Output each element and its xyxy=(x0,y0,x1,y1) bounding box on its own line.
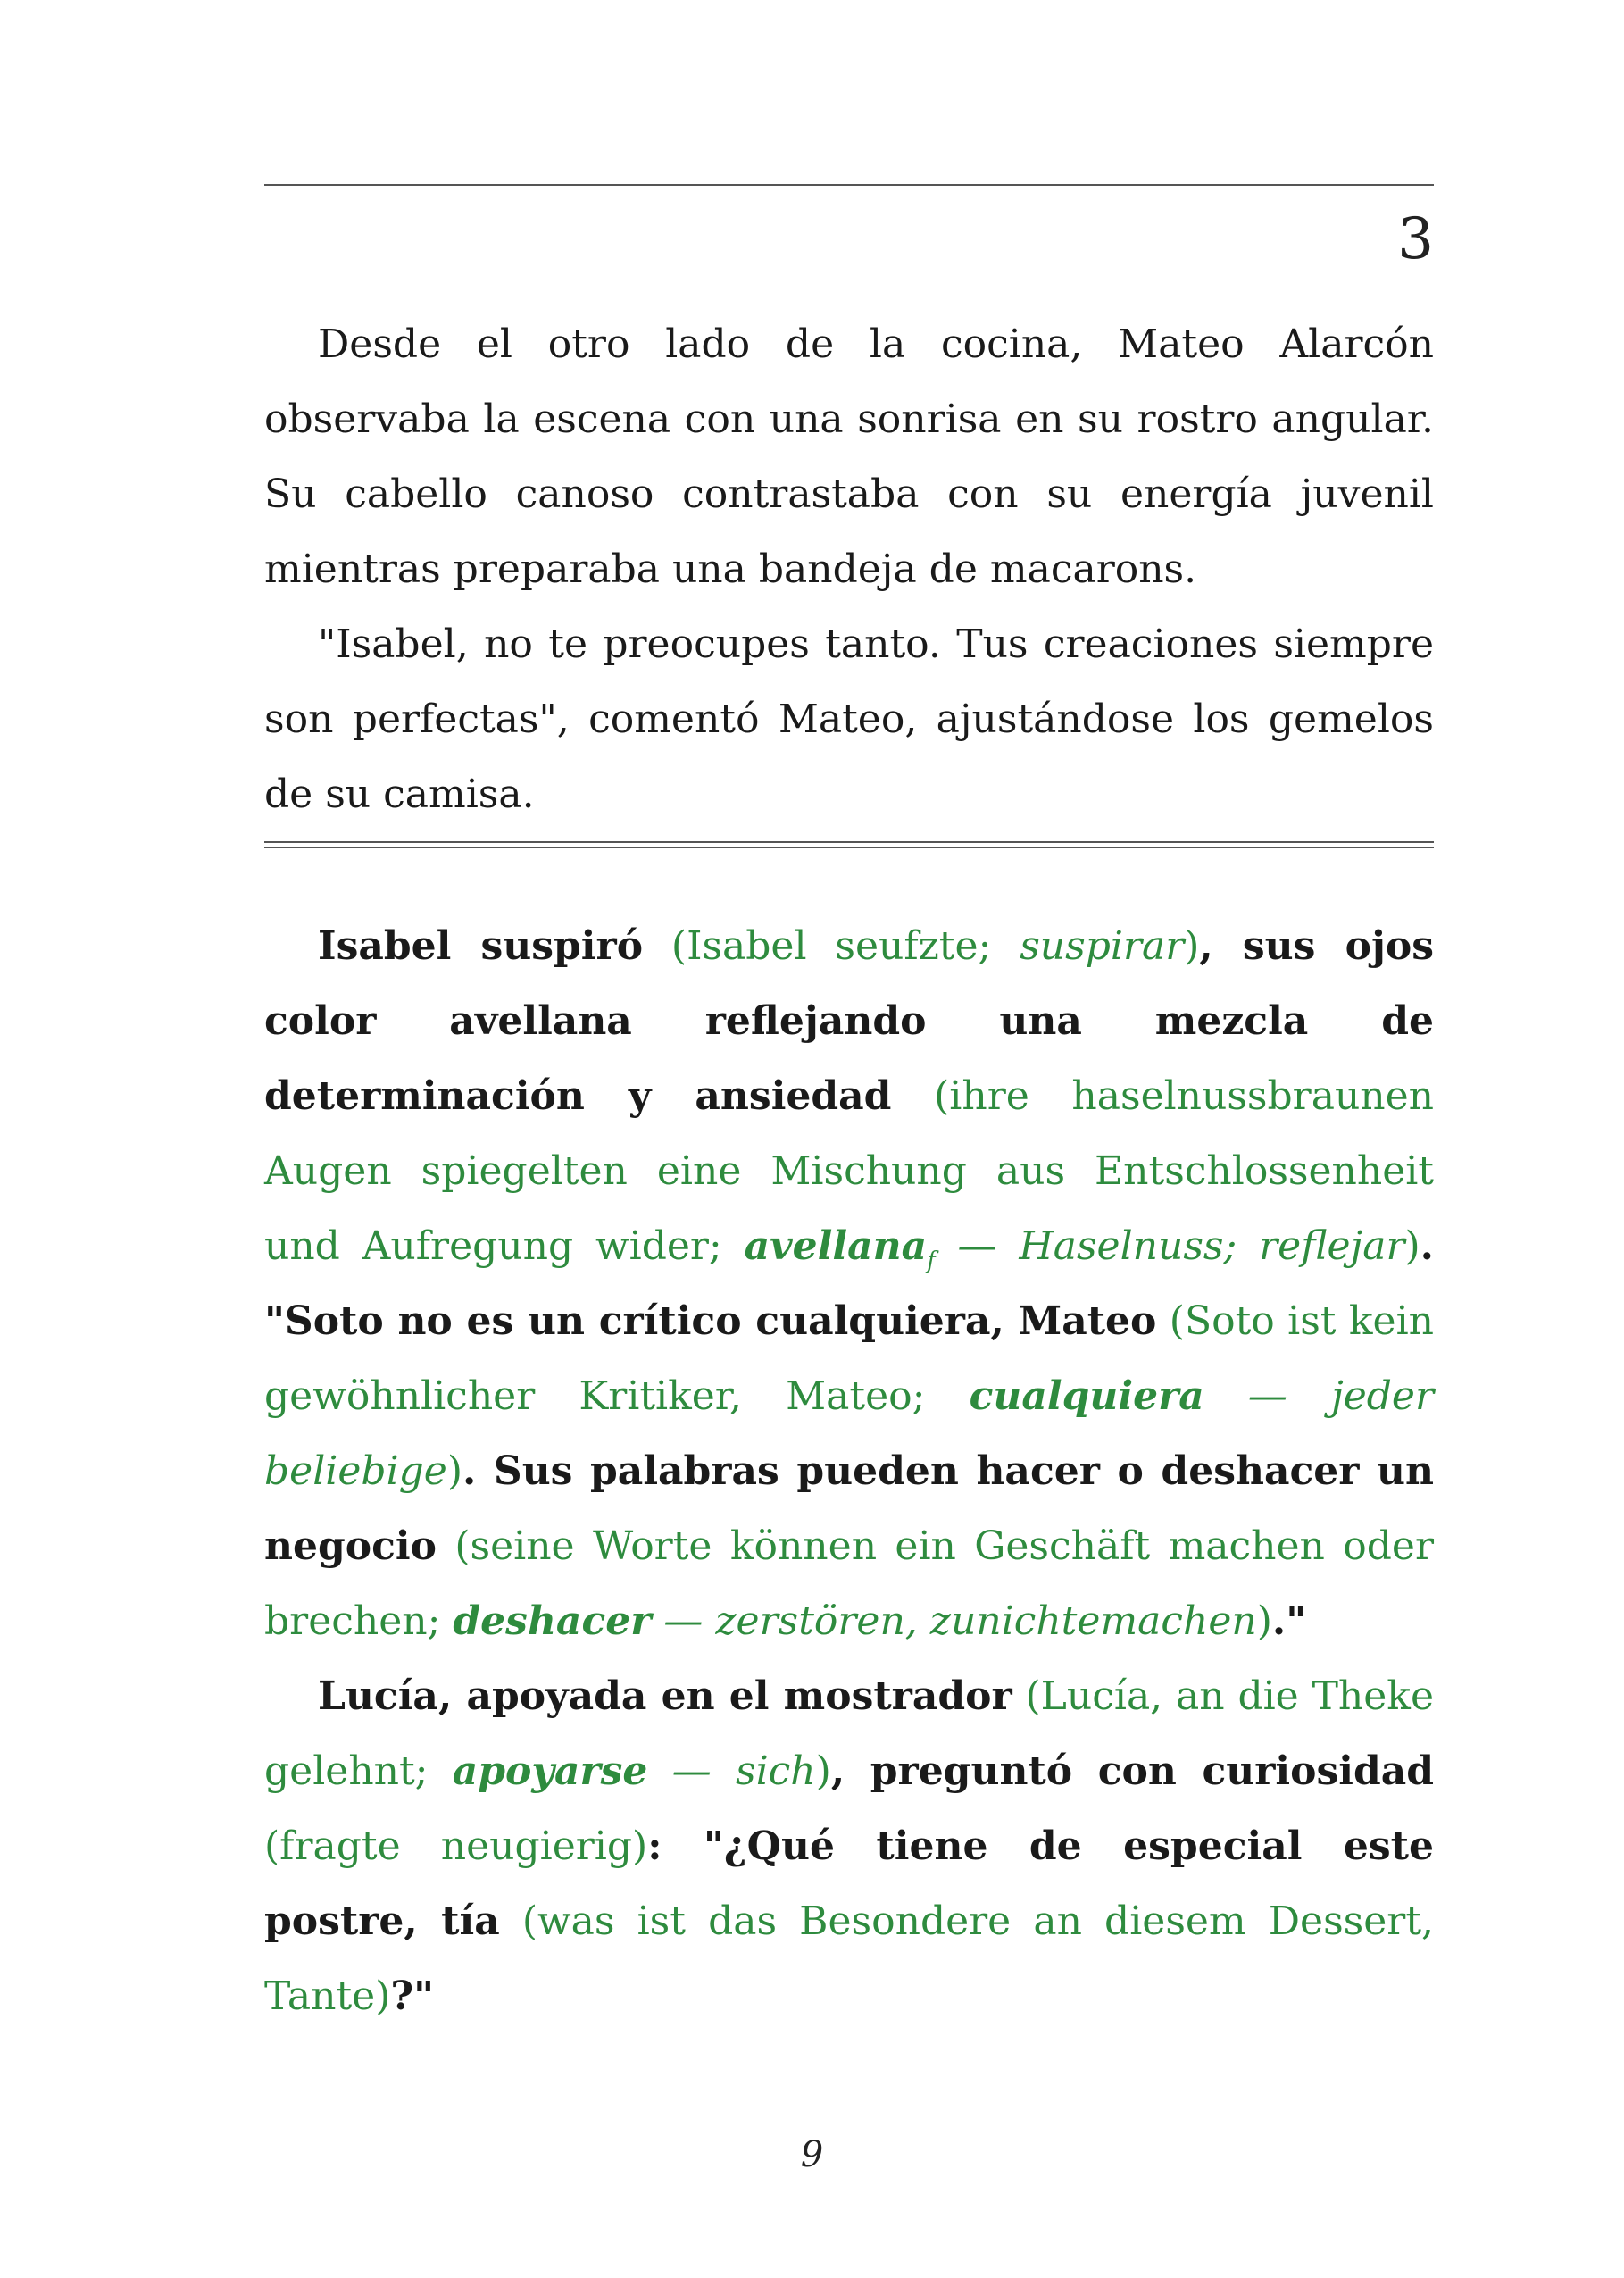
bilingual-text xyxy=(264,909,1434,2034)
vocab-term: cualquiera xyxy=(969,1373,1204,1419)
german-gloss: (fragte neugierig) xyxy=(264,1823,648,1869)
spanish-phrase: : "¿Qué tiene de especial este postre, tía xyxy=(264,1823,1434,1944)
german-gloss: (Lucía, an die Theke gelehnt; apoyarse — sich) xyxy=(264,1673,1434,1794)
spanish-phrase: . Sus palabras pueden hacer o deshacer un negocio xyxy=(264,1448,1434,1569)
vocab-term: avellana xyxy=(744,1223,928,1269)
german-gloss: (was ist das Besondere an diesem Dessert, Tante) xyxy=(264,1898,1434,2019)
paragraph: Desde el otro lado de la cocina, Mateo Alarcón observaba la escena con una sonrisa en su rostro angular. Su cabello canoso contrastaba con su energía juvenil mientras preparaba una bandeja de macarons. xyxy=(264,321,1434,592)
section-divider xyxy=(264,841,1434,848)
vocab-term: apoyarse xyxy=(452,1748,648,1794)
spanish-phrase: ." xyxy=(1271,1598,1307,1644)
page-number: 9 xyxy=(800,2134,824,2175)
german-gloss: (Isabel seufzte; suspirar) xyxy=(643,923,1200,969)
spanish-phrase: , preguntó con curiosidad xyxy=(830,1748,1435,1794)
spanish-phrase: . "Soto no es un crítico cualquiera, Mateo xyxy=(264,1223,1434,1344)
original-text xyxy=(264,307,1434,832)
german-gloss: (ihre haselnussbraunen Augen spiegelten eine Mischung aus Entschlossenheit und Aufregung wider; avellana$_f$ — Haselnuss; reflejar) xyxy=(264,1073,1434,1274)
top-rule xyxy=(264,184,1434,186)
spanish-phrase: ?" xyxy=(390,1973,435,2019)
spanish-phrase: , sus ojos color avellana reflejando una mezcla de determinación y ansiedad xyxy=(264,923,1435,1119)
paragraph: "Isabel, no te preocupes tanto. Tus creaciones siempre son perfectas", comentó Mateo, ajustándose los gemelos de su camisa. xyxy=(264,622,1434,817)
spanish-phrase: Isabel suspiró xyxy=(318,923,644,969)
gender-marker: f xyxy=(927,1247,936,1274)
bilingual-paragraph xyxy=(264,909,1434,1659)
german-gloss: (seine Worte können ein Geschäft machen oder brechen; deshacer — zerstören, zunichtemachen) xyxy=(264,1523,1434,1644)
spanish-phrase: Lucía, apoyada en el mostrador xyxy=(318,1673,1012,1719)
german-gloss: (Soto ist kein gewöhnlicher Kritiker, Mateo; cualquiera — jeder beliebige) xyxy=(264,1298,1434,1494)
bilingual-paragraph xyxy=(264,1659,1434,2034)
vocab-term: deshacer xyxy=(453,1598,652,1644)
chapter-number: 3 xyxy=(1397,206,1434,272)
